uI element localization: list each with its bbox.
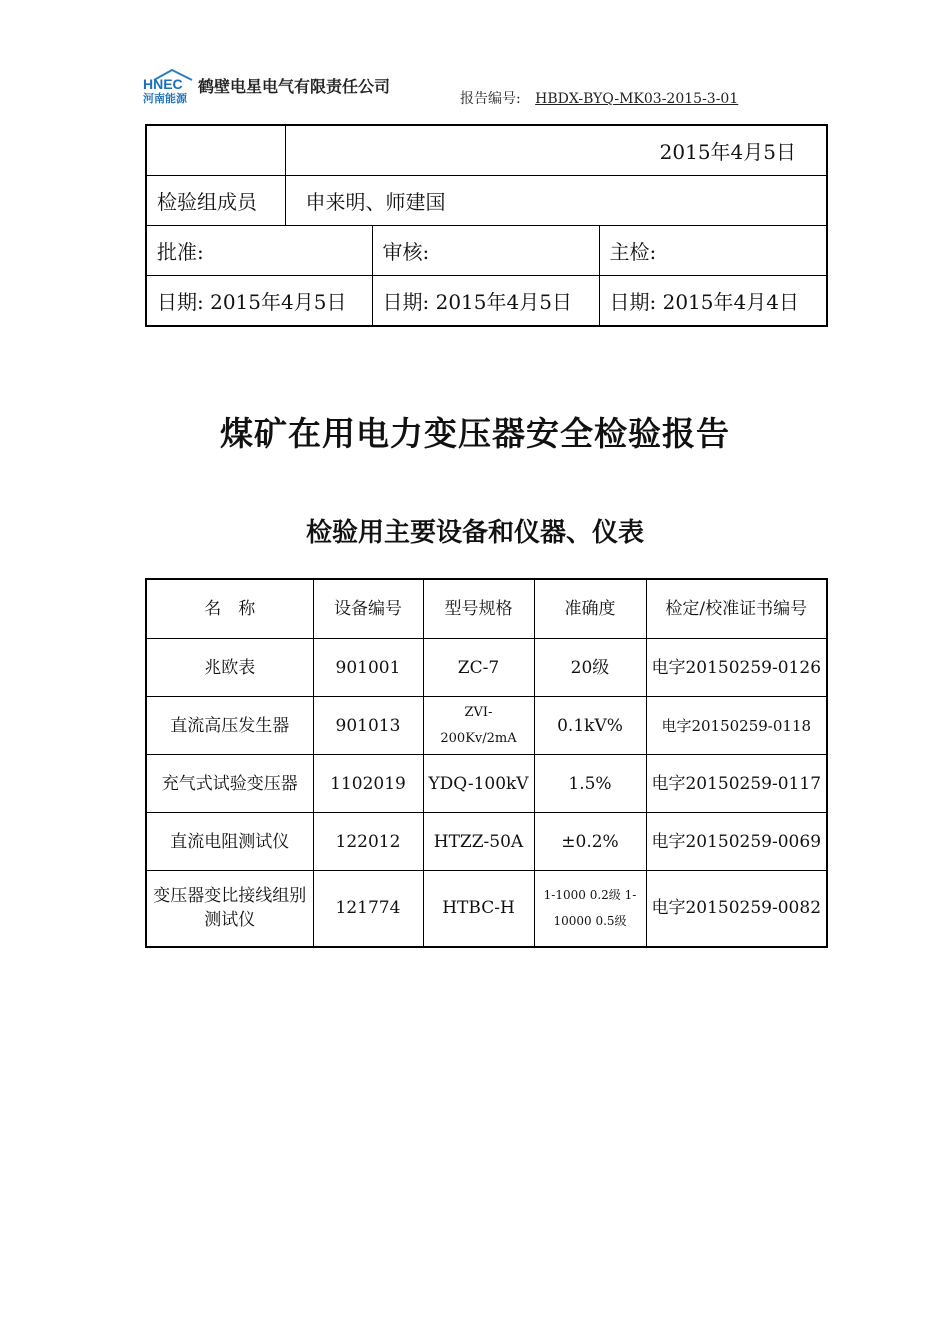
inspect-date: 日期: 2015年4月4日 <box>599 276 827 327</box>
equipment-cert: 电字20150259-0082 <box>646 871 827 947</box>
table-row <box>146 813 827 871</box>
section-subtitle: 检验用主要设备和仪器、仪表 <box>305 518 644 548</box>
inspect-label: 主检: <box>599 226 827 276</box>
equipment-cert: 电字20150259-0126 <box>646 639 827 697</box>
report-number-label: 报告编号: <box>460 91 521 107</box>
signature-table <box>145 124 828 327</box>
equipment-name: 直流高压发生器 <box>146 697 313 755</box>
approve-date: 日期: 2015年4月5日 <box>146 276 372 327</box>
review-label: 审核: <box>372 226 599 276</box>
equipment-name: 兆欧表 <box>146 639 313 697</box>
equipment-accuracy: 1.5% <box>534 755 646 813</box>
equipment-model: HTZZ-50A <box>423 813 534 871</box>
equipment-model: ZC-7 <box>423 639 534 697</box>
equipment-id: 122012 <box>313 813 423 871</box>
equipment-id: 901013 <box>313 697 423 755</box>
column-header: 设备编号 <box>313 579 423 639</box>
column-header: 检定/校准证书编号 <box>646 579 827 639</box>
equipment-model: ZVI-200Kv/2mA <box>423 697 534 755</box>
equipment-model: YDQ-100kV <box>423 755 534 813</box>
equipment-name: 变压器变比接线组别测试仪 <box>146 871 313 947</box>
equipment-accuracy: 0.1kV% <box>534 697 646 755</box>
report-number <box>460 88 748 108</box>
equipment-id: 901001 <box>313 639 423 697</box>
table-row <box>146 755 827 813</box>
equipment-cert: 电字20150259-0069 <box>646 813 827 871</box>
equipment-accuracy: 20级 <box>534 639 646 697</box>
column-header: 准确度 <box>534 579 646 639</box>
table-row <box>146 639 827 697</box>
equipment-name: 直流电阻测试仪 <box>146 813 313 871</box>
hnec-logo <box>142 68 200 104</box>
svg-text:HNEC: HNEC <box>143 76 183 92</box>
column-header: 名 称 <box>146 579 313 639</box>
equipment-model: HTBC-H <box>423 871 534 947</box>
company-name: 鹤壁电星电气有限责任公司 <box>198 77 391 96</box>
equipment-accuracy: ±0.2% <box>534 813 646 871</box>
report-number-value: HBDX-BYQ-MK03-2015-3-01 <box>535 91 739 107</box>
members-value: 申来明、师建国 <box>285 176 827 226</box>
table-row <box>146 697 827 755</box>
review-date: 日期: 2015年4月5日 <box>372 276 599 327</box>
equipment-id: 1102019 <box>313 755 423 813</box>
equipment-id: 121774 <box>313 871 423 947</box>
equipment-name: 充气式试验变压器 <box>146 755 313 813</box>
svg-text:河南能源: 河南能源 <box>143 92 187 104</box>
members-label: 检验组成员 <box>146 176 285 226</box>
equipment-cert: 电字20150259-0118 <box>646 697 827 755</box>
equipment-cert: 电字20150259-0117 <box>646 755 827 813</box>
table-row <box>146 871 827 947</box>
blank-cell <box>146 125 285 176</box>
equipment-table <box>145 578 828 948</box>
approve-label: 批准: <box>146 226 372 276</box>
equipment-accuracy: 1-1000 0.2级 1-10000 0.5级 <box>534 871 646 947</box>
report-title: 煤矿在用电力变压器安全检验报告 <box>220 414 730 453</box>
table-header-row <box>146 579 827 639</box>
column-header: 型号规格 <box>423 579 534 639</box>
page-header <box>142 66 832 106</box>
report-date: 2015年4月5日 <box>285 125 827 176</box>
